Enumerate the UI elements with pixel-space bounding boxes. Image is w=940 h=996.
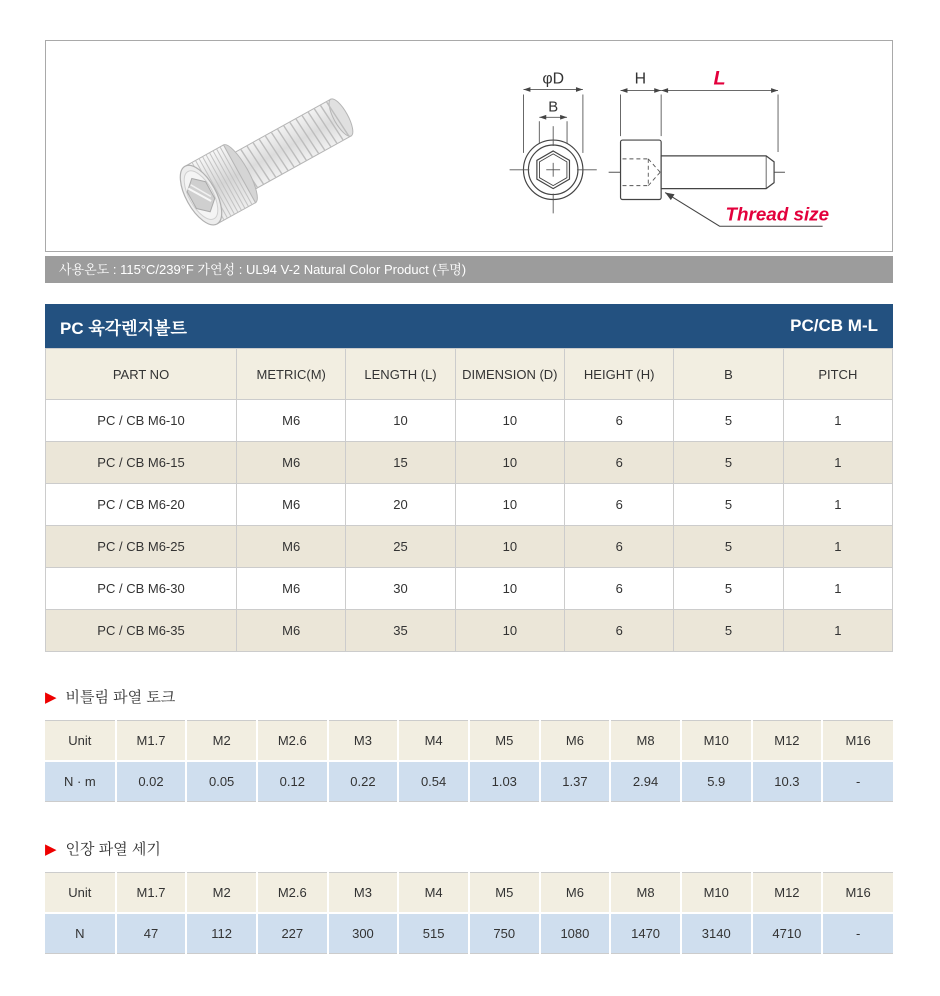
column-header: DIMENSION (D): [455, 349, 564, 400]
column-header: M4: [398, 873, 469, 914]
label-diameter: φD: [542, 70, 565, 88]
table-cell: PC / CB M6-10: [46, 400, 237, 442]
table-cell: M6: [237, 484, 346, 526]
column-header: METRIC(M): [237, 349, 346, 400]
table-cell: 0.22: [328, 761, 399, 802]
column-header: B: [674, 349, 783, 400]
column-header: M5: [469, 873, 540, 914]
table-cell: 1: [783, 442, 892, 484]
table-cell: 1: [783, 484, 892, 526]
table-row: [46, 484, 893, 526]
table-cell: N: [45, 913, 116, 954]
table-cell: 10: [455, 568, 564, 610]
column-header: M3: [328, 873, 399, 914]
table-cell: 25: [346, 526, 455, 568]
torque-heading-text: 비틀림 파열 토크: [65, 689, 176, 706]
column-header: HEIGHT (H): [565, 349, 674, 400]
table-cell: 1: [783, 610, 892, 652]
column-header: M12: [752, 873, 823, 914]
table-cell: M6: [237, 442, 346, 484]
table-cell: M6: [237, 400, 346, 442]
table-cell: 10: [455, 610, 564, 652]
column-header: M16: [822, 873, 893, 914]
table-cell: 227: [257, 913, 328, 954]
table-cell: N · m: [45, 761, 116, 802]
table-row: [46, 610, 893, 652]
table-row: [46, 568, 893, 610]
table-cell: 6: [565, 442, 674, 484]
table-cell: M6: [237, 610, 346, 652]
label-thread-size: Thread size: [725, 203, 830, 225]
table-cell: 20: [346, 484, 455, 526]
column-header: LENGTH (L): [346, 349, 455, 400]
table-cell: 1: [783, 526, 892, 568]
torque-table-header-row: [45, 721, 893, 762]
table-cell: 0.05: [186, 761, 257, 802]
table-row: [46, 442, 893, 484]
column-header: M1.7: [116, 721, 187, 762]
table-cell: 10: [455, 400, 564, 442]
table-cell: 30: [346, 568, 455, 610]
table-cell: PC / CB M6-30: [46, 568, 237, 610]
column-header: M3: [328, 721, 399, 762]
tensile-table: [45, 872, 893, 954]
table-cell: 10: [455, 442, 564, 484]
table-cell: 6: [565, 484, 674, 526]
table-cell: 6: [565, 526, 674, 568]
table-cell: 5: [674, 526, 783, 568]
page-content: [45, 40, 893, 954]
table-cell: 5.9: [681, 761, 752, 802]
product-title-bar: [45, 304, 893, 348]
table-cell: PC / CB M6-35: [46, 610, 237, 652]
column-header: M8: [610, 873, 681, 914]
bolt-illustration: [172, 85, 363, 231]
column-header: PITCH: [783, 349, 892, 400]
table-cell: -: [822, 913, 893, 954]
column-header: M2.6: [257, 721, 328, 762]
table-cell: 35: [346, 610, 455, 652]
table-row: [45, 761, 893, 802]
table-cell: 1.03: [469, 761, 540, 802]
column-header: Unit: [45, 721, 116, 762]
dim-h: [621, 91, 662, 137]
product-code: PC/CB M-L: [790, 316, 878, 335]
centerline-marks: [510, 126, 597, 213]
column-header: M4: [398, 721, 469, 762]
column-header: PART NO: [46, 349, 237, 400]
table-cell: 0.02: [116, 761, 187, 802]
usage-spec-text: 사용온도 : 115°C/239°F 가연성 : UL94 V-2 Natural Color Product (투명): [59, 262, 467, 277]
table-cell: 300: [328, 913, 399, 954]
spec-table: [45, 348, 893, 652]
label-l: L: [713, 67, 726, 90]
table-row: [46, 400, 893, 442]
table-cell: 2.94: [610, 761, 681, 802]
table-cell: 6: [565, 610, 674, 652]
table-cell: PC / CB M6-25: [46, 526, 237, 568]
table-cell: 6: [565, 568, 674, 610]
table-cell: 5: [674, 568, 783, 610]
column-header: M6: [540, 873, 611, 914]
table-cell: 750: [469, 913, 540, 954]
column-header: M16: [822, 721, 893, 762]
column-header: M2.6: [257, 873, 328, 914]
table-cell: 0.12: [257, 761, 328, 802]
column-header: M2: [186, 873, 257, 914]
table-cell: 1: [783, 400, 892, 442]
table-row: [45, 913, 893, 954]
table-cell: 5: [674, 610, 783, 652]
column-header: M2: [186, 721, 257, 762]
tensile-table-header-row: [45, 873, 893, 914]
product-photo: [46, 41, 462, 251]
column-header: M6: [540, 721, 611, 762]
table-cell: 1080: [540, 913, 611, 954]
table-cell: 5: [674, 442, 783, 484]
torque-table: [45, 720, 893, 802]
dim-l: [661, 91, 778, 152]
tensile-section-heading: [45, 838, 893, 859]
table-cell: 1: [783, 568, 892, 610]
table-cell: 3140: [681, 913, 752, 954]
dimension-diagram: [462, 41, 892, 251]
spec-table-header-row: [46, 349, 893, 400]
table-cell: 1.37: [540, 761, 611, 802]
column-header: M12: [752, 721, 823, 762]
table-cell: PC / CB M6-15: [46, 442, 237, 484]
table-row: [46, 526, 893, 568]
table-cell: PC / CB M6-20: [46, 484, 237, 526]
table-cell: 6: [565, 400, 674, 442]
column-header: M8: [610, 721, 681, 762]
red-triangle-icon: ▶: [45, 840, 57, 858]
table-cell: 10: [455, 484, 564, 526]
red-triangle-icon: ▶: [45, 688, 57, 706]
product-figure: [45, 40, 893, 252]
column-header: M1.7: [116, 873, 187, 914]
column-header: M5: [469, 721, 540, 762]
table-cell: M6: [237, 568, 346, 610]
label-b: B: [548, 99, 559, 116]
tensile-heading-text: 인장 파열 세기: [65, 841, 161, 858]
table-cell: 10.3: [752, 761, 823, 802]
column-header: Unit: [45, 873, 116, 914]
column-header: M10: [681, 721, 752, 762]
torque-section-heading: [45, 686, 893, 707]
table-cell: -: [822, 761, 893, 802]
table-cell: 1470: [610, 913, 681, 954]
usage-spec-bar: [45, 256, 893, 283]
table-cell: 15: [346, 442, 455, 484]
column-header: M10: [681, 873, 752, 914]
table-cell: 112: [186, 913, 257, 954]
table-cell: 47: [116, 913, 187, 954]
table-cell: 4710: [752, 913, 823, 954]
table-cell: 515: [398, 913, 469, 954]
table-cell: 10: [346, 400, 455, 442]
table-cell: 5: [674, 484, 783, 526]
table-cell: 10: [455, 526, 564, 568]
table-cell: M6: [237, 526, 346, 568]
table-cell: 0.54: [398, 761, 469, 802]
product-title: PC 육각렌지볼트: [60, 318, 187, 338]
label-h: H: [634, 70, 647, 88]
table-cell: 5: [674, 400, 783, 442]
